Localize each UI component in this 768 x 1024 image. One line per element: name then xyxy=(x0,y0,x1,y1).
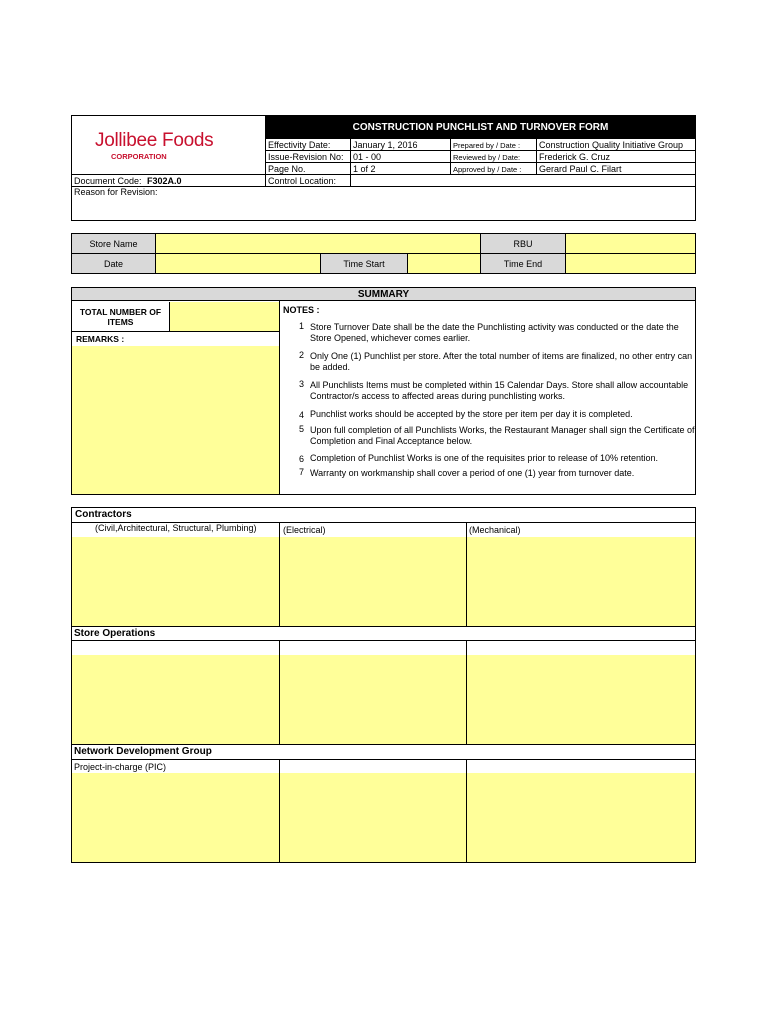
contractors-col3: (Mechanical) xyxy=(469,525,521,535)
reviewed-label: Reviewed by / Date: xyxy=(453,153,521,162)
reason-label: Reason for Revision: xyxy=(74,187,158,197)
page-label: Page No. xyxy=(268,164,306,174)
effectivity-value: January 1, 2016 xyxy=(353,140,418,150)
ndg-signature-1[interactable] xyxy=(72,773,279,862)
date-field[interactable] xyxy=(156,254,321,273)
note-number: 1 xyxy=(298,321,304,331)
store-ops-signature-2[interactable] xyxy=(280,655,466,744)
logo-sub: CORPORATION xyxy=(111,152,167,161)
note-number: 6 xyxy=(298,454,304,464)
note-number: 7 xyxy=(298,467,304,477)
time-start-field[interactable] xyxy=(408,254,481,273)
store-name-label: Store Name xyxy=(72,234,156,253)
ndg-signature-2[interactable] xyxy=(280,773,466,862)
control-label: Control Location: xyxy=(268,176,337,186)
ndg-title: Network Development Group xyxy=(74,746,212,757)
note-number: 4 xyxy=(298,410,304,420)
store-ops-signature-3[interactable] xyxy=(467,655,695,744)
doc-code-label: Document Code: xyxy=(74,176,142,186)
page-value: 1 of 2 xyxy=(353,164,376,174)
date-label: Date xyxy=(72,254,156,273)
note-text: Upon full completion of all Punchlists Works, the Restaurant Manager shall sign the Certificate of Completion and Final Acceptance below. xyxy=(310,425,695,446)
note-text: Only One (1) Punchlist per store. After the total number of items are finalized, no other entry can be added. xyxy=(310,351,693,372)
remarks-field[interactable] xyxy=(72,346,279,494)
contractors-col2: (Electrical) xyxy=(283,525,326,535)
summary-title: SUMMARY xyxy=(72,288,695,301)
contractors-title: Contractors xyxy=(75,509,132,520)
approved-label: Approved by / Date : xyxy=(453,165,522,174)
approved-value: Gerard Paul C. Filart xyxy=(539,164,622,174)
store-ops-signature-1[interactable] xyxy=(72,655,279,744)
note-text: Completion of Punchlist Works is one of the requisites prior to release of 10% retention. xyxy=(310,453,659,463)
contractor-electrical-signature[interactable] xyxy=(280,537,466,626)
time-start-label: Time Start xyxy=(321,254,408,273)
note-text: Warranty on workmanship shall cover a period of one (1) year from turnover date. xyxy=(310,468,635,478)
contractors-col1: (Civil,Architectural, Structural, Plumbing) xyxy=(95,523,257,533)
remarks-label: REMARKS : xyxy=(76,334,125,344)
time-end-field[interactable] xyxy=(566,254,695,273)
contractor-civil-signature[interactable] xyxy=(72,537,279,626)
note-number: 3 xyxy=(298,379,304,389)
reviewed-value: Frederick G. Cruz xyxy=(539,152,611,162)
rbu-field[interactable] xyxy=(566,234,695,253)
form-title: CONSTRUCTION PUNCHLIST AND TURNOVER FORM xyxy=(266,116,695,138)
time-end-label: Time End xyxy=(481,254,566,273)
notes-label: NOTES : xyxy=(283,305,320,315)
store-ops-title: Store Operations xyxy=(74,628,156,639)
note-number: 5 xyxy=(298,424,304,434)
rbu-label: RBU xyxy=(481,234,566,253)
ndg-signature-3[interactable] xyxy=(467,773,695,862)
issue-value: 01 - 00 xyxy=(353,152,382,162)
note-text: Punchlist works should be accepted by the store per item per day it is completed. xyxy=(310,409,633,419)
doc-code-value: F302A.0 xyxy=(147,176,182,186)
note-number: 2 xyxy=(298,350,304,360)
contractor-mechanical-signature[interactable] xyxy=(467,537,695,626)
prepared-label: Prepared by / Date : xyxy=(453,141,521,150)
ndg-col1: Project-in-charge (PIC) xyxy=(74,762,167,772)
store-name-field[interactable] xyxy=(156,234,481,253)
note-text: All Punchlists Items must be completed within 15 Calendar Days. Store shall allow accountable Contractor/s access to affected areas during punchlisting works. xyxy=(310,380,689,401)
total-items-field[interactable] xyxy=(170,302,279,332)
note-text: Store Turnover Date shall be the date the Punchlisting activity was conducted or the date the Store Opened, whichever comes earlier. xyxy=(310,322,679,343)
logo-brand: Jollibee Foods xyxy=(95,130,214,151)
company-logo xyxy=(95,130,225,162)
issue-label: Issue-Revision No: xyxy=(268,152,344,162)
prepared-value: Construction Quality Initiative Group xyxy=(539,140,684,150)
total-items-label: TOTAL NUMBER OF ITEMS xyxy=(72,302,170,332)
effectivity-label: Effectivity Date: xyxy=(268,140,331,150)
